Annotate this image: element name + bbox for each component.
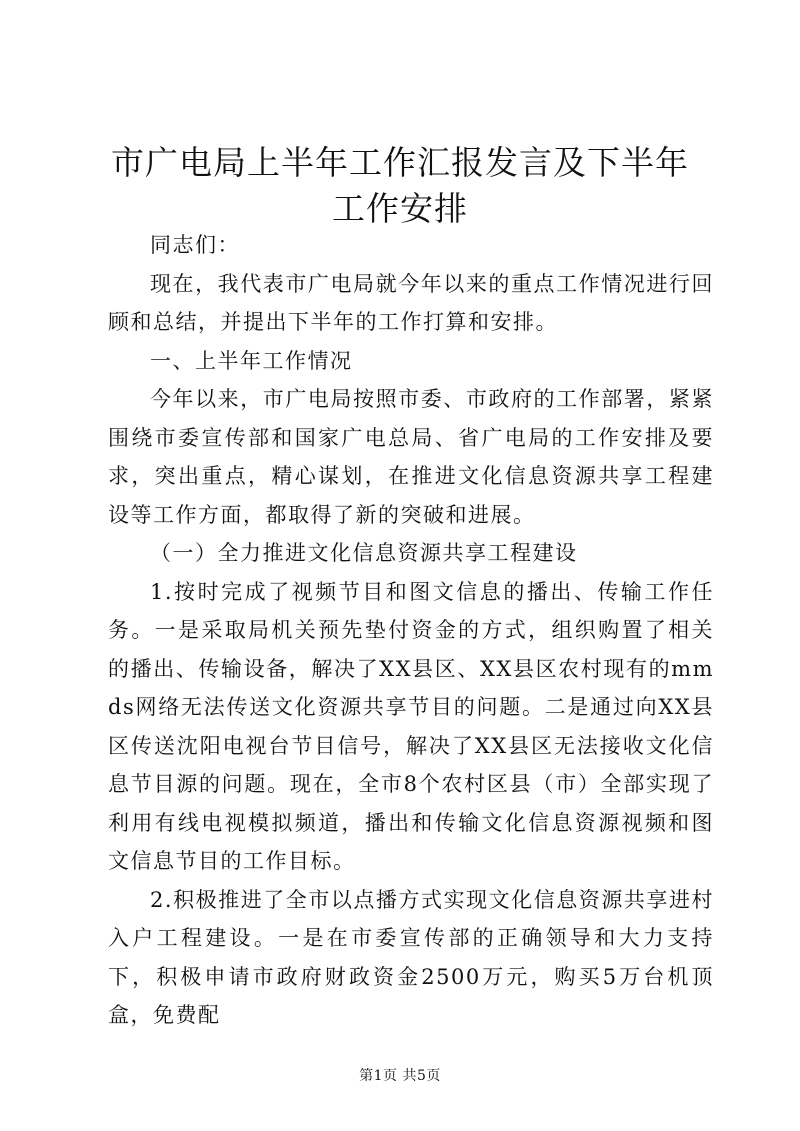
greeting-paragraph: 同志们： [150, 233, 240, 257]
intro-paragraph: 现在，我代表市广电局就今年以来的重点工作情况进行回顾和总结，并提出下半年的工作打算和安排。 [108, 271, 714, 334]
item-paragraph-2: 2.积极推进了全市以点播方式实现文化信息资源共享进村入户工程建设。一是在市委宣传部的正确领导和大力支持下，积极申请市政府财政资金2500万元，购买5万台机顶盒，免费配 [108, 887, 714, 1027]
document-body [108, 226, 714, 1035]
item-paragraph-1: 1.按时完成了视频节目和图文信息的播出、传输工作任务。一是采取局机关预先垫付资金的方式，组织购置了相关的播出、传输设备，解决了XX县区、XX县区农村现有的mmds网络无法传送文化资源共享节目的问题。二是通过向XX县区传送沈阳电视台节目信号，解决了XX县区无法接收文化信息节目源的问题。现在，全市8个农村区县（市）全部实现了利用有线电视模拟频道，播出和传输文化信息资源视频和图文信息节目的工作目标。 [108, 579, 714, 873]
subsection-heading-1: （一）全力推进文化信息资源共享工程建设 [150, 541, 578, 565]
section-heading-1: 一、上半年工作情况 [150, 348, 353, 373]
document-title: 市广电局上半年工作汇报发言及下半年工作安排 [111, 143, 689, 228]
page-number-footer: 第1页 共5页 [359, 1068, 441, 1084]
overview-paragraph: 今年以来，市广电局按照市委、市政府的工作部署，紧紧围绕市委宣传部和国家广电总局、省广电局的工作安排及要求，突出重点，精心谋划，在推进文化信息资源共享工程建设等工作方面，都取得了新的突破和进展。 [108, 387, 714, 527]
